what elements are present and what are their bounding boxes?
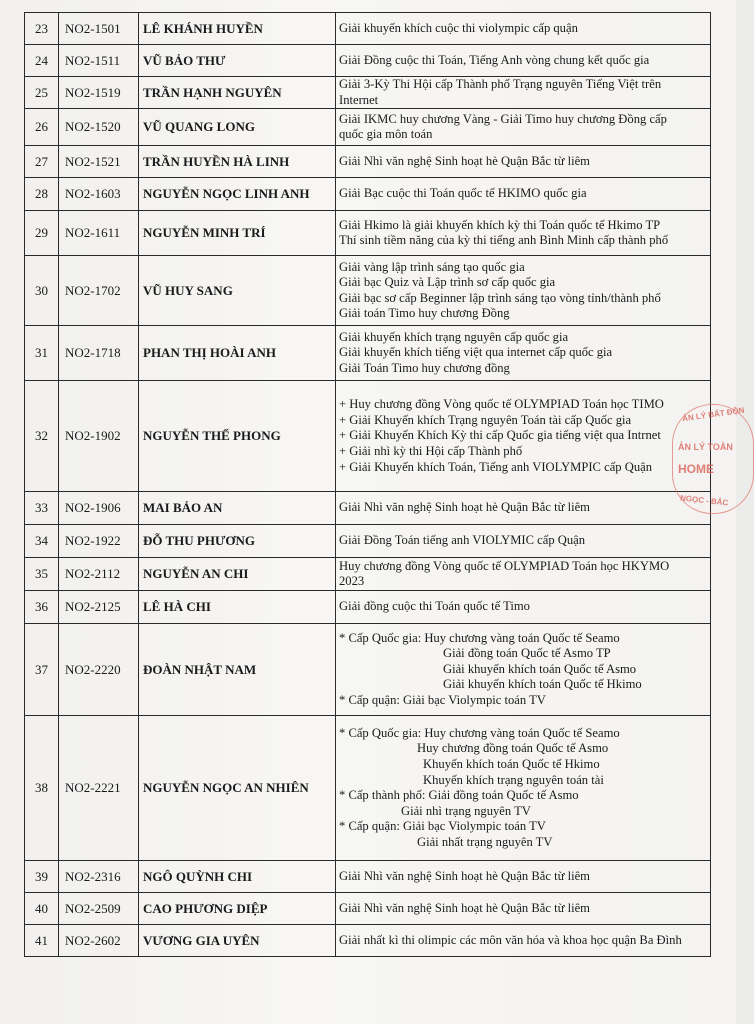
award-line: Giải toán Timo huy chương Đồng <box>339 306 510 321</box>
student-code-cell: NO2-1902 <box>59 381 139 492</box>
student-code-cell: NO2-1519 <box>59 77 139 109</box>
row-number-cell: 28 <box>25 178 59 211</box>
table-row <box>25 591 711 624</box>
award-line: * Cấp Quốc gia: Huy chương vàng toán Quốc tế Seamo <box>339 725 620 740</box>
award-line: Giải Bạc cuộc thi Toán quốc tế HKIMO quốc gia <box>339 186 587 201</box>
row-number-cell: 37 <box>25 624 59 716</box>
table-row <box>25 45 711 77</box>
award-line: Internet <box>339 92 379 107</box>
award-line: Giải khuyến khích toán Quốc tế Hkimo <box>443 677 642 692</box>
table-row <box>25 893 711 925</box>
award-cell <box>336 861 711 893</box>
award-cell <box>336 256 711 326</box>
award-cell <box>336 178 711 211</box>
row-number-cell: 38 <box>25 716 59 861</box>
award-cell <box>336 326 711 381</box>
student-name-cell: TRẦN HẠNH NGUYÊN <box>139 77 336 109</box>
award-line: Giải đồng toán Quốc tế Asmo TP <box>443 646 611 661</box>
award-line: Giải Đồng Toán tiếng anh VIOLYMIC cấp Quận <box>339 533 586 548</box>
student-name-cell: PHAN THỊ HOÀI ANH <box>139 326 336 381</box>
award-line: Giải nhì trạng nguyên TV <box>401 803 531 818</box>
award-line: * Cấp thành phố: Giải đồng toán Quốc tế Asmo <box>339 788 579 803</box>
row-number-cell: 34 <box>25 525 59 558</box>
award-line: Huy chương đồng Vòng quốc tế OLYMPIAD Toán học HKYMO <box>339 558 670 573</box>
table-row <box>25 77 711 109</box>
award-line: Giải Hkimo là giải khuyến khích kỳ thi Toán quốc tế Hkimo TP <box>339 217 661 232</box>
row-number-cell: 29 <box>25 211 59 256</box>
table-row <box>25 146 711 178</box>
award-line: + Giải Khuyến khích Toán, Tiếng anh VIOLYMPIC cấp Quận <box>339 459 653 474</box>
row-number-cell: 36 <box>25 591 59 624</box>
award-line: Giải Toán Timo huy chương đồng <box>339 360 510 375</box>
award-cell <box>336 381 711 492</box>
row-number-cell: 25 <box>25 77 59 109</box>
award-line: Khuyến khích toán Quốc tế Hkimo <box>423 757 600 771</box>
row-number-cell: 23 <box>25 13 59 45</box>
student-code-cell: NO2-2220 <box>59 624 139 716</box>
award-line: + Giải Khuyến khích Trạng nguyên Toán tài cấp Quốc gia <box>339 412 632 427</box>
award-line: * Cấp quận: Giải bạc Violympic toán TV <box>339 819 546 834</box>
table-row <box>25 492 711 525</box>
student-code-cell: NO2-1906 <box>59 492 139 525</box>
student-name-cell: TRẦN HUYỀN HÀ LINH <box>139 146 336 178</box>
table-row <box>25 925 711 957</box>
award-line: Giải bạc sơ cấp Beginner lập trình sáng tạo vòng tỉnh/thành phố <box>339 290 661 305</box>
award-line: Giải khuyến khích cuộc thi violympic cấp quận <box>339 20 578 35</box>
student-name-cell: VŨ BẢO THƯ <box>139 45 336 77</box>
award-cell <box>336 146 711 178</box>
award-cell <box>336 492 711 525</box>
student-code-cell: NO2-1702 <box>59 256 139 326</box>
award-line: Giải Nhì văn nghệ Sinh hoạt hè Quận Bắc từ liêm <box>339 868 590 883</box>
row-number-cell: 41 <box>25 925 59 957</box>
student-name-cell: ĐỖ THU PHƯƠNG <box>139 525 336 558</box>
student-code-cell: NO2-1718 <box>59 326 139 381</box>
award-cell <box>336 109 711 146</box>
student-name-cell: NGUYỄN AN CHI <box>139 558 336 591</box>
award-line: Giải Nhì văn nghệ Sinh hoạt hè Quận Bắc từ liêm <box>339 500 590 515</box>
student-name-cell: VŨ HUY SANG <box>139 256 336 326</box>
student-name-cell: NGÔ QUỲNH CHI <box>139 861 336 893</box>
stamp-text: NGỌC - BẮC <box>679 493 729 508</box>
award-line: Giải bạc Quiz và Lập trình sơ cấp quốc gia <box>339 275 556 290</box>
award-cell <box>336 624 711 716</box>
student-name-cell: VŨ QUANG LONG <box>139 109 336 146</box>
award-line: Giải Nhì văn nghệ Sinh hoạt hè Quận Bắc từ liêm <box>339 900 590 915</box>
row-number-cell: 39 <box>25 861 59 893</box>
award-line: Giải nhất kì thi olimpic các môn văn hóa và khoa học quận Ba Đình <box>339 932 682 947</box>
student-code-cell: NO2-2125 <box>59 591 139 624</box>
award-line: Giải khuyến khích toán Quốc tế Asmo <box>443 661 637 676</box>
awards-table-body <box>25 13 711 957</box>
table-row <box>25 13 711 45</box>
student-code-cell: NO2-2509 <box>59 893 139 925</box>
award-line: Giải nhất trạng nguyên TV <box>417 834 553 849</box>
award-cell <box>336 591 711 624</box>
row-number-cell: 40 <box>25 893 59 925</box>
table-row <box>25 211 711 256</box>
award-line: quốc gia môn toán <box>339 127 433 142</box>
student-name-cell: NGUYỄN NGỌC AN NHIÊN <box>139 716 336 861</box>
award-cell <box>336 211 711 256</box>
table-row <box>25 256 711 326</box>
student-code-cell: NO2-2316 <box>59 861 139 893</box>
table-row <box>25 624 711 716</box>
award-cell <box>336 525 711 558</box>
row-number-cell: 27 <box>25 146 59 178</box>
table-row <box>25 326 711 381</box>
table-row <box>25 178 711 211</box>
row-number-cell: 31 <box>25 326 59 381</box>
student-code-cell: NO2-1520 <box>59 109 139 146</box>
awards-table <box>24 12 711 957</box>
table-row <box>25 861 711 893</box>
student-code-cell: NO2-1611 <box>59 211 139 256</box>
award-line: Giải khuyến khích tiếng việt qua internet cấp quốc gia <box>339 345 613 360</box>
student-code-cell: NO2-2112 <box>59 558 139 591</box>
student-code-cell: NO2-1521 <box>59 146 139 178</box>
award-line: Giải khuyến khích trạng nguyên cấp quốc gia <box>339 329 569 344</box>
award-line: 2023 <box>339 574 365 589</box>
stamp-text: HOME <box>678 462 714 476</box>
student-code-cell: NO2-2221 <box>59 716 139 861</box>
table-row <box>25 716 711 861</box>
award-line: Giải IKMC huy chương Vàng - Giải Timo huy chương Đồng cấp <box>339 111 667 126</box>
student-code-cell: NO2-2602 <box>59 925 139 957</box>
table-row <box>25 381 711 492</box>
award-line: * Cấp Quốc gia: Huy chương vàng toán Quốc tế Seamo <box>339 630 620 645</box>
stamp-text: ẢN LÝ BẤT ĐỘN <box>681 405 745 424</box>
award-cell <box>336 716 711 861</box>
row-number-cell: 30 <box>25 256 59 326</box>
award-line: Giải Đồng cuộc thi Toán, Tiếng Anh vòng chung kết quốc gia <box>339 52 650 67</box>
award-cell <box>336 893 711 925</box>
award-line: Giải 3-Kỳ Thi Hội cấp Thành phố Trạng nguyên Tiếng Việt trên <box>339 77 662 91</box>
student-code-cell: NO2-1603 <box>59 178 139 211</box>
student-name-cell: VƯƠNG GIA UYÊN <box>139 925 336 957</box>
award-line: Giải vàng lập trình sáng tạo quốc gia <box>339 259 525 274</box>
table-row <box>25 525 711 558</box>
table-row <box>25 558 711 591</box>
student-code-cell: NO2-1922 <box>59 525 139 558</box>
student-name-cell: NGUYỄN THẾ PHONG <box>139 381 336 492</box>
award-cell <box>336 925 711 957</box>
award-line: Giải Nhì văn nghệ Sinh hoạt hè Quận Bắc từ liêm <box>339 153 590 168</box>
stamp-text: ẢN LÝ TOÀN <box>678 442 733 452</box>
award-cell <box>336 558 711 591</box>
award-cell <box>336 77 711 109</box>
award-line: * Cấp quận: Giải bạc Violympic toán TV <box>339 693 546 708</box>
award-line: Khuyến khích trạng nguyên toán tài <box>423 772 604 787</box>
award-cell <box>336 45 711 77</box>
student-name-cell: LÊ HÀ CHI <box>139 591 336 624</box>
student-code-cell: NO2-1501 <box>59 13 139 45</box>
award-line: + Giải nhì kỳ thi Hội cấp Thành phố <box>339 443 523 458</box>
student-code-cell: NO2-1511 <box>59 45 139 77</box>
award-line: Thí sinh tiềm năng của kỳ thi tiếng anh Bình Minh cấp thành phố <box>339 233 669 248</box>
table-row <box>25 109 711 146</box>
award-line: + Huy chương đồng Vòng quốc tế OLYMPIAD Toán học TIMO <box>339 397 664 412</box>
award-line: Giải đồng cuộc thi Toán quốc tế Timo <box>339 599 530 614</box>
student-name-cell: LÊ KHÁNH HUYỀN <box>139 13 336 45</box>
row-number-cell: 35 <box>25 558 59 591</box>
student-name-cell: NGUYỄN MINH TRÍ <box>139 211 336 256</box>
award-line: + Giải Khuyến Khích Kỳ thi cấp Quốc gia tiếng việt qua Intrnet <box>339 428 661 443</box>
student-name-cell: NGUYỄN NGỌC LINH ANH <box>139 178 336 211</box>
award-cell <box>336 13 711 45</box>
row-number-cell: 24 <box>25 45 59 77</box>
row-number-cell: 33 <box>25 492 59 525</box>
student-name-cell: ĐOÀN NHẬT NAM <box>139 624 336 716</box>
award-line: Huy chương đồng toán Quốc tế Asmo <box>417 741 609 756</box>
student-name-cell: CAO PHƯƠNG DIỆP <box>139 893 336 925</box>
row-number-cell: 26 <box>25 109 59 146</box>
row-number-cell: 32 <box>25 381 59 492</box>
student-name-cell: MAI BẢO AN <box>139 492 336 525</box>
